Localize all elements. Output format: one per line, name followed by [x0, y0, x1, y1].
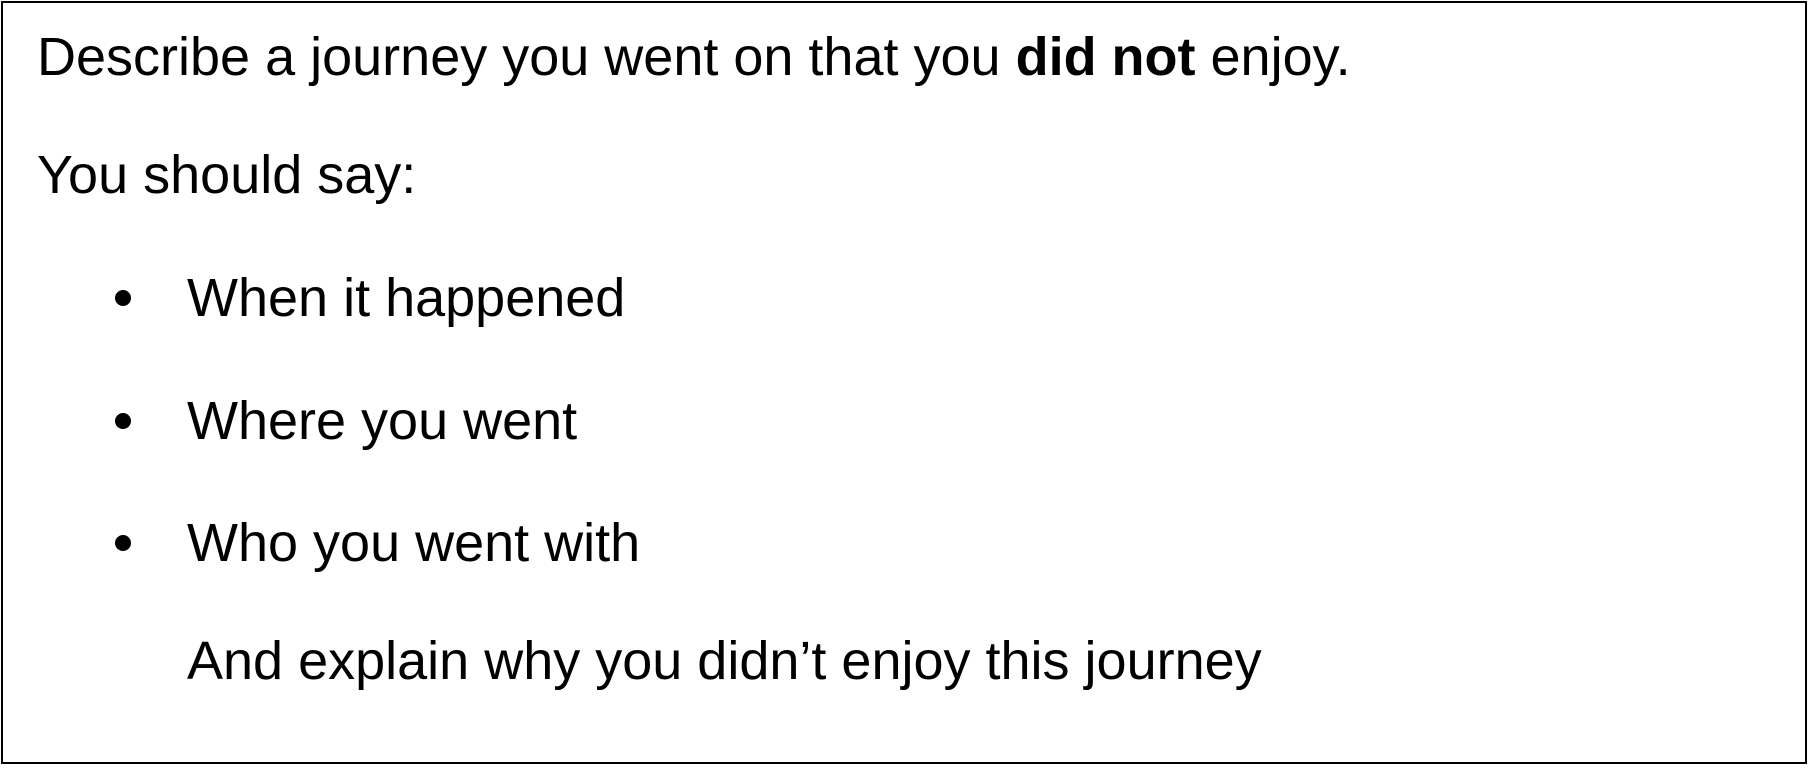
title-text-after: enjoy. — [1195, 27, 1351, 87]
list-item-text: Where you went — [187, 391, 578, 451]
closing-instruction: And explain why you didn’t enjoy this journey — [187, 631, 1262, 691]
list-item-text: When it happened — [187, 268, 626, 328]
bullet-icon — [115, 413, 131, 429]
title-text-before: Describe a journey you went on that you — [37, 27, 1016, 87]
bullet-icon — [115, 535, 131, 551]
list-item-text: Who you went with — [187, 513, 641, 573]
cue-card — [1, 1, 1807, 764]
title-emphasis: did not — [1015, 27, 1196, 87]
cue-card-title — [37, 27, 1351, 87]
bullet-icon — [115, 290, 131, 306]
intro-text: You should say: — [37, 145, 417, 205]
